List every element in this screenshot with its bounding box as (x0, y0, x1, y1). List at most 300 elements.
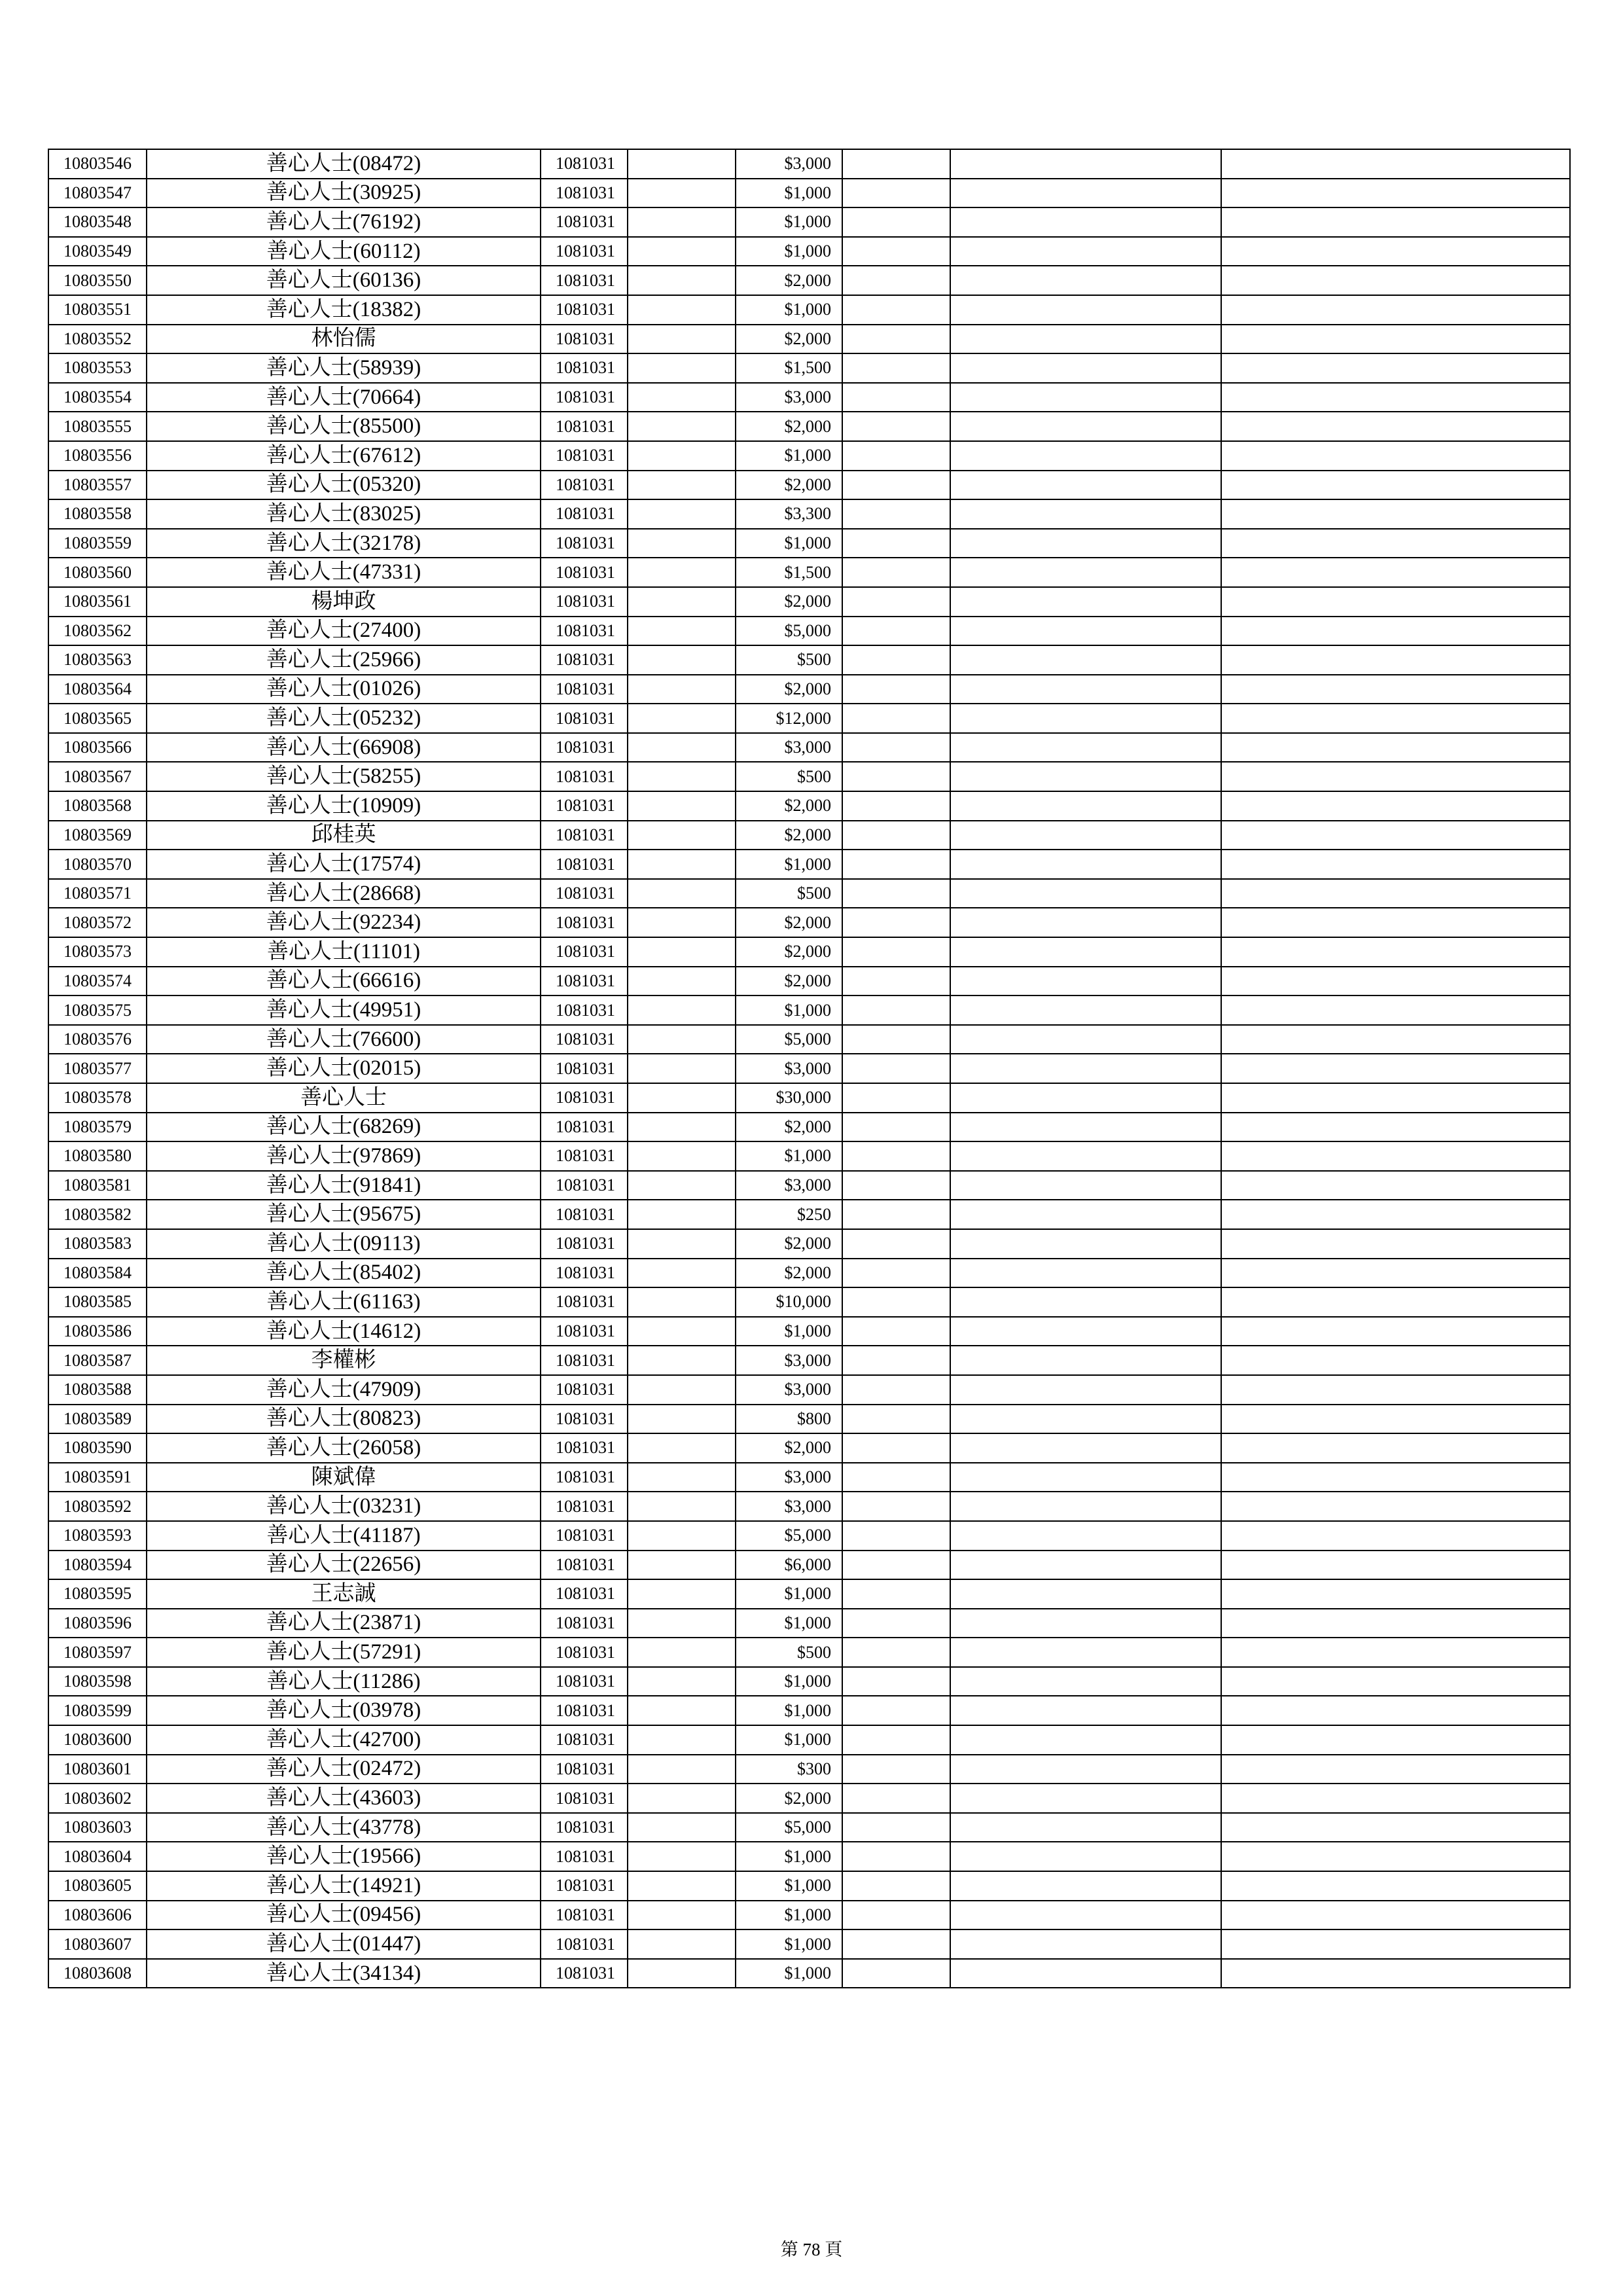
blank-cell (950, 850, 1221, 879)
blank-cell (628, 1317, 736, 1346)
amount-cell: $1,000 (736, 996, 842, 1025)
blank-cell (628, 1929, 736, 1959)
donor-name-cell: 善心人士(27400) (147, 617, 541, 646)
donor-name-cell: 善心人士(32178) (147, 529, 541, 558)
blank-cell (842, 1521, 950, 1551)
donor-name-cell: 善心人士(19566) (147, 1842, 541, 1871)
blank-cell (1221, 879, 1570, 908)
donor-name-cell: 善心人士(25966) (147, 645, 541, 675)
blank-cell (1221, 1259, 1570, 1288)
donor-name-cell: 王志誠 (147, 1579, 541, 1609)
blank-cell (842, 996, 950, 1025)
blank-cell (1221, 1083, 1570, 1113)
blank-cell (842, 1696, 950, 1725)
blank-cell (1221, 1609, 1570, 1638)
blank-cell (950, 295, 1221, 325)
blank-cell (842, 1141, 950, 1171)
blank-cell (842, 1375, 950, 1405)
donor-name-cell: 善心人士(14612) (147, 1317, 541, 1346)
donor-name-cell: 善心人士(92234) (147, 908, 541, 937)
blank-cell (950, 353, 1221, 383)
blank-cell (628, 1433, 736, 1463)
blank-cell (842, 645, 950, 675)
amount-cell: $2,000 (736, 908, 842, 937)
donor-name-cell: 善心人士(02015) (147, 1054, 541, 1083)
blank-cell (950, 1287, 1221, 1317)
receipt-number-cell: 10803558 (48, 499, 147, 529)
blank-cell (1221, 441, 1570, 471)
donor-name-cell: 邱桂英 (147, 821, 541, 850)
receipt-number-cell: 10803582 (48, 1200, 147, 1229)
blank-cell (1221, 1551, 1570, 1580)
donor-name-cell: 善心人士(26058) (147, 1433, 541, 1463)
blank-cell (950, 1551, 1221, 1580)
receipt-number-cell: 10803580 (48, 1141, 147, 1171)
donation-date-cell: 1081031 (541, 1054, 628, 1083)
blank-cell (1221, 1667, 1570, 1696)
table-row (48, 1346, 1570, 1375)
blank-cell (1221, 791, 1570, 821)
amount-cell: $5,000 (736, 1521, 842, 1551)
blank-cell (950, 1141, 1221, 1171)
blank-cell (628, 1551, 736, 1580)
receipt-number-cell: 10803547 (48, 179, 147, 208)
receipt-number-cell: 10803568 (48, 791, 147, 821)
donor-name-cell: 善心人士(11286) (147, 1667, 541, 1696)
receipt-number-cell: 10803598 (48, 1667, 147, 1696)
blank-cell (842, 850, 950, 879)
receipt-number-cell: 10803555 (48, 412, 147, 441)
blank-cell (1221, 733, 1570, 762)
amount-cell: $1,000 (736, 237, 842, 266)
blank-cell (950, 471, 1221, 500)
blank-cell (950, 1579, 1221, 1609)
donation-date-cell: 1081031 (541, 1463, 628, 1492)
blank-cell (1221, 1929, 1570, 1959)
amount-cell: $30,000 (736, 1083, 842, 1113)
blank-cell (1221, 1842, 1570, 1871)
donation-date-cell: 1081031 (541, 179, 628, 208)
table-row (48, 617, 1570, 646)
donor-name-cell: 善心人士 (147, 1083, 541, 1113)
amount-cell: $2,000 (736, 937, 842, 967)
receipt-number-cell: 10803552 (48, 325, 147, 354)
blank-cell (950, 1929, 1221, 1959)
table-row (48, 762, 1570, 791)
receipt-number-cell: 10803572 (48, 908, 147, 937)
amount-cell: $1,000 (736, 207, 842, 237)
blank-cell (950, 996, 1221, 1025)
blank-cell (628, 1141, 736, 1171)
donor-name-cell: 善心人士(76600) (147, 1025, 541, 1054)
blank-cell (842, 967, 950, 996)
blank-cell (628, 937, 736, 967)
table-row (48, 471, 1570, 500)
receipt-number-cell: 10803600 (48, 1725, 147, 1755)
blank-cell (1221, 1492, 1570, 1521)
blank-cell (950, 1113, 1221, 1142)
table-row (48, 1025, 1570, 1054)
table-row (48, 1755, 1570, 1784)
amount-cell: $1,000 (736, 1959, 842, 1988)
blank-cell (1221, 1375, 1570, 1405)
blank-cell (628, 266, 736, 295)
amount-cell: $2,000 (736, 675, 842, 704)
blank-cell (628, 1054, 736, 1083)
table-row (48, 1141, 1570, 1171)
receipt-number-cell: 10803593 (48, 1521, 147, 1551)
blank-cell (950, 791, 1221, 821)
blank-cell (628, 1259, 736, 1288)
donation-date-cell: 1081031 (541, 1025, 628, 1054)
table-row (48, 937, 1570, 967)
blank-cell (950, 179, 1221, 208)
blank-cell (628, 1521, 736, 1551)
amount-cell: $3,000 (736, 149, 842, 179)
donation-date-cell: 1081031 (541, 791, 628, 821)
donation-date-cell: 1081031 (541, 967, 628, 996)
amount-cell: $12,000 (736, 704, 842, 733)
receipt-number-cell: 10803551 (48, 295, 147, 325)
blank-cell (950, 1025, 1221, 1054)
blank-cell (950, 1433, 1221, 1463)
table-row (48, 587, 1570, 617)
receipt-number-cell: 10803607 (48, 1929, 147, 1959)
donor-name-cell: 善心人士(47909) (147, 1375, 541, 1405)
blank-cell (628, 471, 736, 500)
blank-cell (1221, 1113, 1570, 1142)
blank-cell (628, 967, 736, 996)
blank-cell (628, 1901, 736, 1930)
donation-date-cell: 1081031 (541, 617, 628, 646)
table-row (48, 1784, 1570, 1813)
blank-cell (950, 499, 1221, 529)
blank-cell (950, 821, 1221, 850)
receipt-number-cell: 10803564 (48, 675, 147, 704)
blank-cell (1221, 1200, 1570, 1229)
table-row (48, 704, 1570, 733)
blank-cell (628, 1025, 736, 1054)
receipt-number-cell: 10803557 (48, 471, 147, 500)
blank-cell (1221, 1054, 1570, 1083)
donation-date-cell: 1081031 (541, 1521, 628, 1551)
receipt-number-cell: 10803560 (48, 558, 147, 587)
amount-cell: $2,000 (736, 325, 842, 354)
table-row (48, 149, 1570, 179)
blank-cell (950, 1755, 1221, 1784)
donation-date-cell: 1081031 (541, 1113, 628, 1142)
amount-cell: $3,000 (736, 383, 842, 412)
amount-cell: $1,000 (736, 179, 842, 208)
amount-cell: $3,000 (736, 1054, 842, 1083)
donor-name-cell: 善心人士(05232) (147, 704, 541, 733)
blank-cell (1221, 967, 1570, 996)
table-row (48, 850, 1570, 879)
amount-cell: $800 (736, 1405, 842, 1434)
receipt-number-cell: 10803588 (48, 1375, 147, 1405)
amount-cell: $3,000 (736, 1171, 842, 1200)
donation-date-cell: 1081031 (541, 1405, 628, 1434)
table-body (48, 149, 1570, 1988)
donation-date-cell: 1081031 (541, 1755, 628, 1784)
donor-name-cell: 善心人士(67612) (147, 441, 541, 471)
donor-name-cell: 善心人士(58939) (147, 353, 541, 383)
blank-cell (1221, 471, 1570, 500)
donation-date-cell: 1081031 (541, 412, 628, 441)
table-row (48, 1959, 1570, 1988)
blank-cell (628, 1638, 736, 1667)
amount-cell: $1,000 (736, 1317, 842, 1346)
donation-date-cell: 1081031 (541, 937, 628, 967)
blank-cell (628, 383, 736, 412)
table-row (48, 1929, 1570, 1959)
blank-cell (628, 1463, 736, 1492)
donation-date-cell: 1081031 (541, 1725, 628, 1755)
receipt-number-cell: 10803590 (48, 1433, 147, 1463)
donation-date-cell: 1081031 (541, 1171, 628, 1200)
donation-date-cell: 1081031 (541, 850, 628, 879)
blank-cell (842, 587, 950, 617)
blank-cell (950, 441, 1221, 471)
blank-cell (1221, 762, 1570, 791)
blank-cell (842, 1929, 950, 1959)
table-row (48, 1901, 1570, 1930)
blank-cell (842, 1113, 950, 1142)
amount-cell: $1,000 (736, 1696, 842, 1725)
donation-date-cell: 1081031 (541, 383, 628, 412)
receipt-number-cell: 10803554 (48, 383, 147, 412)
blank-cell (950, 908, 1221, 937)
receipt-number-cell: 10803565 (48, 704, 147, 733)
blank-cell (842, 266, 950, 295)
receipt-number-cell: 10803579 (48, 1113, 147, 1142)
receipt-number-cell: 10803561 (48, 587, 147, 617)
receipt-number-cell: 10803574 (48, 967, 147, 996)
table-row (48, 908, 1570, 937)
blank-cell (950, 762, 1221, 791)
table-row (48, 412, 1570, 441)
donor-name-cell: 善心人士(68269) (147, 1113, 541, 1142)
blank-cell (628, 1871, 736, 1901)
blank-cell (842, 1346, 950, 1375)
donation-date-cell: 1081031 (541, 237, 628, 266)
amount-cell: $2,000 (736, 967, 842, 996)
donor-name-cell: 善心人士(58255) (147, 762, 541, 791)
donor-name-cell: 林怡儒 (147, 325, 541, 354)
blank-cell (950, 207, 1221, 237)
blank-cell (950, 1171, 1221, 1200)
receipt-number-cell: 10803548 (48, 207, 147, 237)
table-row (48, 499, 1570, 529)
receipt-number-cell: 10803577 (48, 1054, 147, 1083)
blank-cell (628, 499, 736, 529)
amount-cell: $3,000 (736, 1492, 842, 1521)
donation-date-cell: 1081031 (541, 1259, 628, 1288)
donation-date-cell: 1081031 (541, 1317, 628, 1346)
amount-cell: $2,000 (736, 471, 842, 500)
table-row (48, 1521, 1570, 1551)
donor-name-cell: 善心人士(61163) (147, 1287, 541, 1317)
blank-cell (950, 1229, 1221, 1259)
blank-cell (628, 675, 736, 704)
blank-cell (950, 1609, 1221, 1638)
blank-cell (842, 704, 950, 733)
donor-name-cell: 善心人士(43603) (147, 1784, 541, 1813)
table-row (48, 1375, 1570, 1405)
donation-date-cell: 1081031 (541, 996, 628, 1025)
blank-cell (628, 1171, 736, 1200)
donor-name-cell: 楊坤政 (147, 587, 541, 617)
donation-date-cell: 1081031 (541, 149, 628, 179)
receipt-number-cell: 10803604 (48, 1842, 147, 1871)
donation-date-cell: 1081031 (541, 1287, 628, 1317)
table-row (48, 266, 1570, 295)
receipt-number-cell: 10803589 (48, 1405, 147, 1434)
donation-date-cell: 1081031 (541, 1667, 628, 1696)
amount-cell: $6,000 (736, 1551, 842, 1580)
receipt-number-cell: 10803591 (48, 1463, 147, 1492)
donor-name-cell: 善心人士(11101) (147, 937, 541, 967)
blank-cell (1221, 1725, 1570, 1755)
blank-cell (842, 412, 950, 441)
blank-cell (628, 1375, 736, 1405)
table-row (48, 1171, 1570, 1200)
donor-name-cell: 善心人士(22656) (147, 1551, 541, 1580)
blank-cell (950, 967, 1221, 996)
table-row (48, 1433, 1570, 1463)
table-row (48, 1842, 1570, 1871)
blank-cell (1221, 558, 1570, 587)
donor-name-cell: 善心人士(43778) (147, 1813, 541, 1842)
blank-cell (628, 1346, 736, 1375)
receipt-number-cell: 10803597 (48, 1638, 147, 1667)
amount-cell: $3,000 (736, 1346, 842, 1375)
donation-date-cell: 1081031 (541, 1842, 628, 1871)
table-row (48, 675, 1570, 704)
blank-cell (842, 1025, 950, 1054)
blank-cell (1221, 383, 1570, 412)
blank-cell (842, 1842, 950, 1871)
blank-cell (628, 1667, 736, 1696)
donation-date-cell: 1081031 (541, 1579, 628, 1609)
receipt-number-cell: 10803576 (48, 1025, 147, 1054)
blank-cell (842, 558, 950, 587)
amount-cell: $1,000 (736, 1901, 842, 1930)
blank-cell (950, 1317, 1221, 1346)
donation-date-cell: 1081031 (541, 704, 628, 733)
table-row (48, 1463, 1570, 1492)
donation-date-cell: 1081031 (541, 529, 628, 558)
amount-cell: $2,000 (736, 587, 842, 617)
receipt-number-cell: 10803601 (48, 1755, 147, 1784)
blank-cell (628, 791, 736, 821)
blank-cell (842, 1551, 950, 1580)
amount-cell: $10,000 (736, 1287, 842, 1317)
donor-name-cell: 善心人士(09113) (147, 1229, 541, 1259)
donor-name-cell: 善心人士(60112) (147, 237, 541, 266)
donation-date-cell: 1081031 (541, 325, 628, 354)
donor-name-cell: 善心人士(83025) (147, 499, 541, 529)
blank-cell (950, 1813, 1221, 1842)
receipt-number-cell: 10803594 (48, 1551, 147, 1580)
amount-cell: $500 (736, 1638, 842, 1667)
amount-cell: $1,000 (736, 850, 842, 879)
blank-cell (842, 471, 950, 500)
blank-cell (950, 675, 1221, 704)
receipt-number-cell: 10803563 (48, 645, 147, 675)
blank-cell (842, 1638, 950, 1667)
blank-cell (628, 645, 736, 675)
blank-cell (1221, 295, 1570, 325)
blank-cell (1221, 1433, 1570, 1463)
donor-name-cell: 善心人士(30925) (147, 179, 541, 208)
blank-cell (842, 1667, 950, 1696)
donor-name-cell: 善心人士(09456) (147, 1901, 541, 1930)
blank-cell (628, 325, 736, 354)
receipt-number-cell: 10803585 (48, 1287, 147, 1317)
amount-cell: $500 (736, 645, 842, 675)
blank-cell (628, 1755, 736, 1784)
donor-name-cell: 善心人士(97869) (147, 1141, 541, 1171)
table-row (48, 1813, 1570, 1842)
blank-cell (628, 207, 736, 237)
amount-cell: $2,000 (736, 791, 842, 821)
donor-name-cell: 善心人士(60136) (147, 266, 541, 295)
donation-date-cell: 1081031 (541, 1609, 628, 1638)
blank-cell (950, 1083, 1221, 1113)
receipt-number-cell: 10803550 (48, 266, 147, 295)
donation-date-cell: 1081031 (541, 1551, 628, 1580)
receipt-number-cell: 10803573 (48, 937, 147, 967)
blank-cell (1221, 353, 1570, 383)
receipt-number-cell: 10803566 (48, 733, 147, 762)
blank-cell (628, 1609, 736, 1638)
blank-cell (950, 266, 1221, 295)
blank-cell (950, 1259, 1221, 1288)
table-row (48, 1317, 1570, 1346)
amount-cell: $1,000 (736, 1667, 842, 1696)
blank-cell (1221, 1141, 1570, 1171)
receipt-number-cell: 10803556 (48, 441, 147, 471)
blank-cell (842, 791, 950, 821)
receipt-number-cell: 10803584 (48, 1259, 147, 1288)
table-row (48, 1579, 1570, 1609)
table-row (48, 179, 1570, 208)
receipt-number-cell: 10803546 (48, 149, 147, 179)
blank-cell (1221, 1755, 1570, 1784)
table-row (48, 1113, 1570, 1142)
amount-cell: $3,300 (736, 499, 842, 529)
table-row (48, 879, 1570, 908)
blank-cell (1221, 1287, 1570, 1317)
blank-cell (950, 1959, 1221, 1988)
table-row (48, 529, 1570, 558)
donation-date-cell: 1081031 (541, 1346, 628, 1375)
amount-cell: $2,000 (736, 266, 842, 295)
blank-cell (628, 762, 736, 791)
amount-cell: $1,000 (736, 441, 842, 471)
blank-cell (842, 1959, 950, 1988)
blank-cell (842, 937, 950, 967)
table-row (48, 383, 1570, 412)
blank-cell (842, 1901, 950, 1930)
blank-cell (842, 1287, 950, 1317)
blank-cell (1221, 675, 1570, 704)
blank-cell (842, 1433, 950, 1463)
donation-date-cell: 1081031 (541, 1638, 628, 1667)
donation-date-cell: 1081031 (541, 471, 628, 500)
donor-name-cell: 善心人士(28668) (147, 879, 541, 908)
